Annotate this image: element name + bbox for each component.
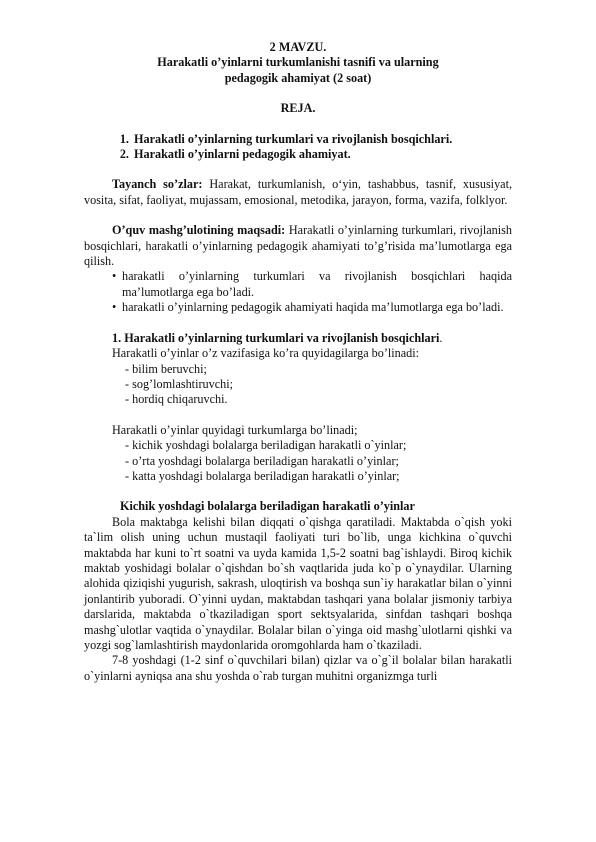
role-item: - hordiq chiqaruvchi. <box>125 392 228 407</box>
type-item: - o’rta yoshdagi bolalarga beriladigan harakatli o’yinlar; <box>125 453 399 468</box>
keywords-text: Harakat, turkumlanish, o‘yin, tashabbus, tasnif, xususiyat, vosita, sifat, faoliyat, mujassam, emosional, metodika, jarayon, forma, vazifa, folklyor. <box>84 177 513 207</box>
goal-paragraph <box>84 223 512 269</box>
keywords-label: Tayanch so’zlar: <box>112 177 203 192</box>
goal-label: O’quv mashg’ulotining maqsadi: <box>112 223 286 238</box>
plan-item: 2. Harakatli o’yinlarni pedagogik ahamiyat. <box>132 147 512 162</box>
role-item: - bilim beruvchi; <box>125 361 207 376</box>
topic-number: 2 MAVZU. <box>269 40 327 54</box>
section-intro: Harakatli o’yinlar o’z vazifasiga ko’ra quyidagilarga bo’linadi: <box>112 346 420 361</box>
document-title-line2: pedagogik ahamiyat (2 soat) <box>224 70 372 85</box>
subsection-heading: Kichik yoshdagi bolalarga beriladigan harakatli o’yinlar <box>120 499 415 514</box>
goal-bullet: • harakatli o’yinlarning turkumlari va rivojlanish bosqichlari haqida ma’lumotlarga ega bo’ladi. <box>112 269 512 299</box>
body-paragraph: 7-8 yoshdagi (1-2 sinf o`quvchilari bilan) qizlar va o`g`il bolalar bilan harakatli o`yinlarni ayniqsa ana shu yoshda o`rab turgan muhitni organizmga turli <box>84 653 512 683</box>
bullet-icon: • <box>112 269 117 284</box>
goal-bullet: • harakatli o’yinlarning pedagogik ahamiyati haqida ma’lumotlarga ega bo’ladi. <box>112 300 504 315</box>
type-item: - kichik yoshdagi bolalarga beriladigan harakatli o`yinlar; <box>125 438 407 453</box>
document-title-line1: Harakatli o’yinlarni turkumlanishi tasnifi va ularning <box>157 55 439 70</box>
body-paragraph: Bola maktabga kelishi bilan diqqati o`qishga qaratiladi. Maktabda o`qish yoki ta`lim olish uning uchun mustaqil faoliyati turi bo`lib, unga kichkina o`quvchi maktabda har kuni to`rt soatni va uyda kamida 1,5-2 soatni bag`ishlaydi. Biroq kichik maktab yoshidagi bolalar o`qishdan bo`sh vaqtlarida juda ko`p o`ynaydilar. Ularning alohida qiziqishi yugurish, sakrash, uloqtirish va boshqa sun`iy harakatlar bilan o`yinni jonlantirib yuboradi. O`yinni uydan, maktabdan tashqari yana bolalar jismoniy tarbiya darslarida, maktabda o`tkaziladigan sport sektsyalarida, sinfdan tashqari boshqa mashg`ulotlar vaqtida o`ynaydilar. Bolalar bilan o`yinga oid mashg`ulotlarni qishki va yozgi sog`lamlashtirish maydonlarida oromgohlarda ham o`tkaziladi. <box>84 514 512 652</box>
plan-item: 1. Harakatli o’yinlarning turkumlari va rivojlanish bosqichlari. <box>132 132 512 147</box>
type-item: - katta yoshdagi bolalarga beriladigan harakatli o’yinlar; <box>125 468 400 483</box>
role-item: - sog’lomlashtiruvchi; <box>125 376 233 391</box>
document-page <box>84 40 512 684</box>
types-intro: Harakatli o’yinlar quyidagi turkumlarga bo’linadi; <box>112 422 358 437</box>
plan-list <box>84 132 512 163</box>
plan-heading: REJA. <box>280 101 316 116</box>
section-heading: 1. Harakatli o’yinlarning turkumlari va rivojlanish bosqichlari. <box>112 330 443 345</box>
bullet-icon: • <box>112 300 117 315</box>
keywords-paragraph <box>84 177 512 208</box>
goal-text: Harakatli o’yinlarning turkumlari, rivojlanish bosqichlari, harakatli o’yinlarning pedagogik ahamiyati to’g’risida ma’lumotlarga ega qilish. <box>84 223 512 269</box>
